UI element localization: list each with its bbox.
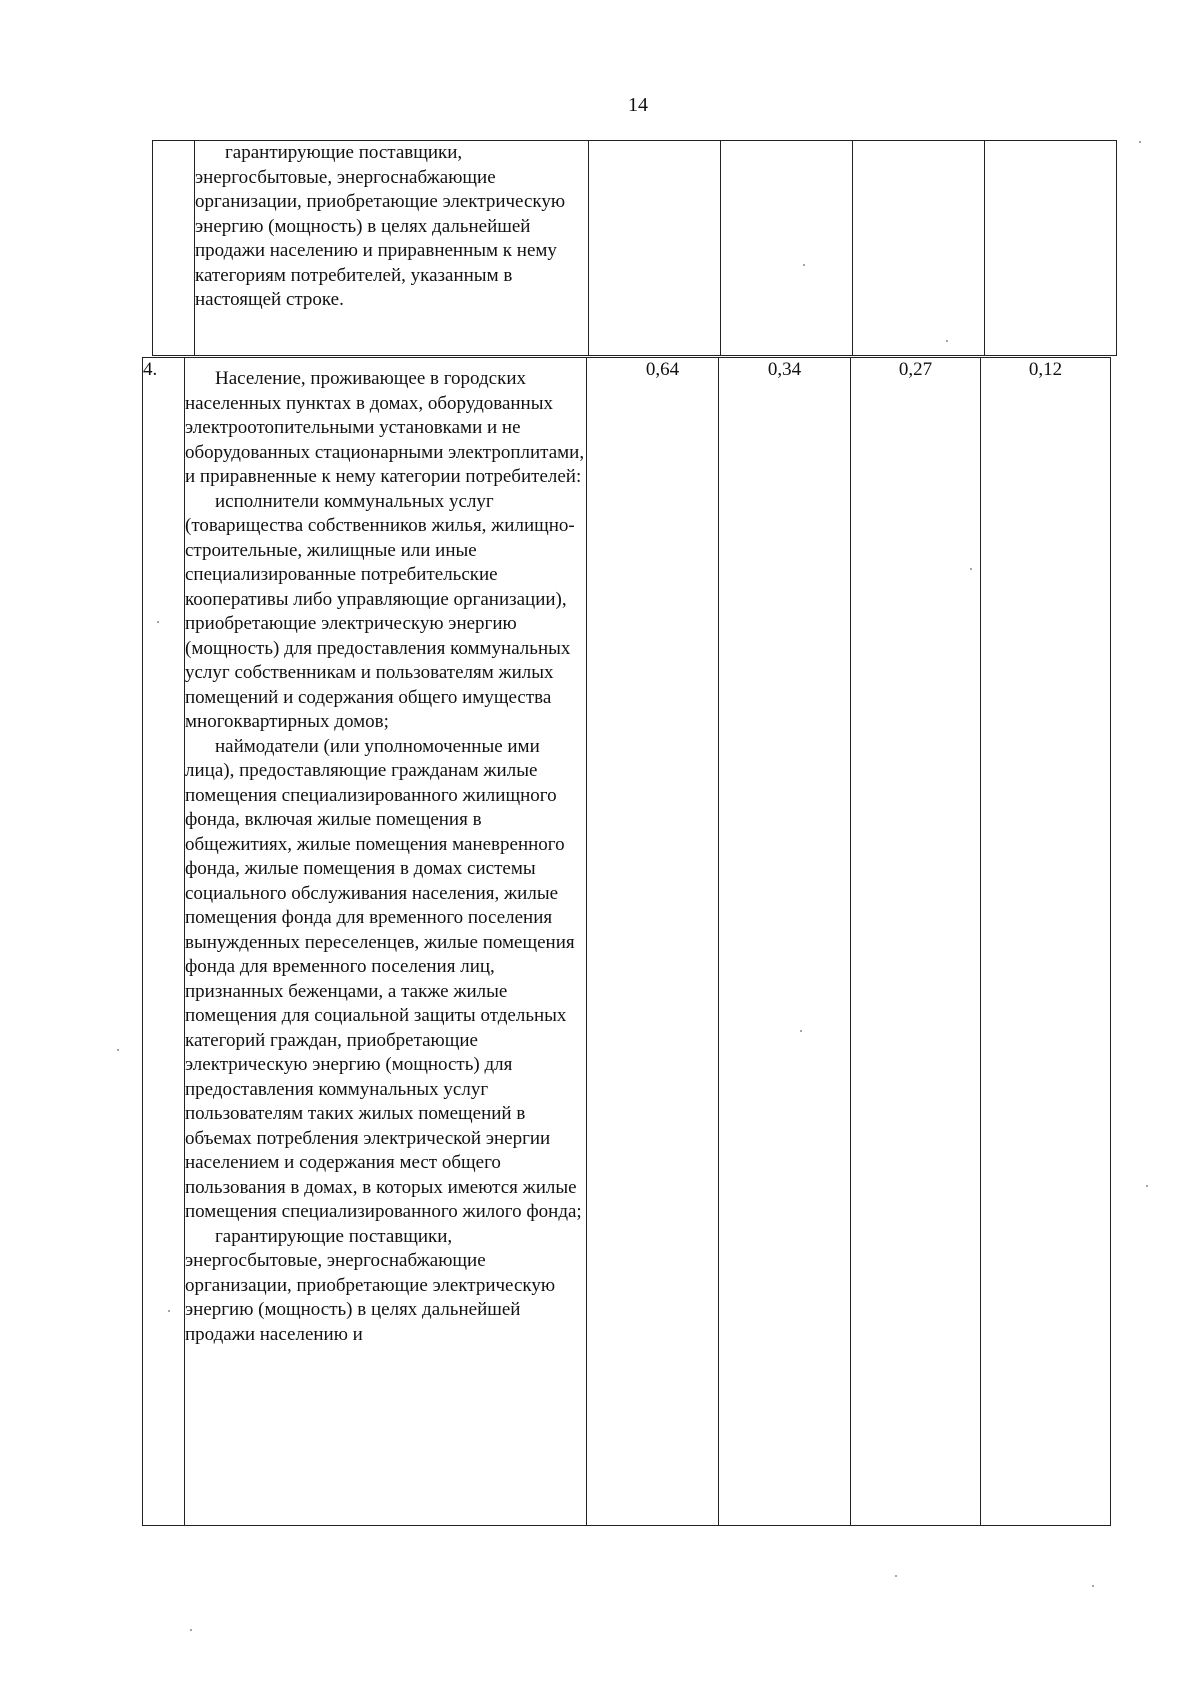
value-cell: 0,27 bbox=[851, 358, 981, 1526]
page-number: 14 bbox=[628, 94, 648, 116]
value-cell bbox=[985, 141, 1117, 356]
tariff-table-row-4 bbox=[142, 357, 1111, 1526]
value-cell bbox=[853, 141, 985, 356]
table-row bbox=[143, 358, 1111, 1526]
description-paragraph: Население, проживающее в городских населенных пунктах в домах, оборудованных электроотопительными установками и не оборудованных стационарными электроплитами, и приравненные к нему категории потребителей: bbox=[185, 368, 585, 487]
value-cell bbox=[589, 141, 721, 356]
scan-speck bbox=[1092, 1585, 1094, 1587]
value-cell bbox=[721, 141, 853, 356]
row-number-cell: 4. bbox=[143, 358, 185, 1526]
description-paragraph: гарантирующие поставщики, энергосбытовые, энергоснабжающие организации, приобретающие электрическую энергию (мощность) в целях дальнейшей продажи населению и приравненным к нему категориям потребителей, указанным в настоящей строке. bbox=[195, 142, 566, 310]
value-cell: 0,12 bbox=[981, 358, 1111, 1526]
description-paragraph: наймодатели (или уполномоченные ими лица), предоставляющие гражданам жилые помещения специализированного жилищного фонда, включая жилые помещения в общежитиях, жилые помещения маневренного фонда, жилые помещения в домах системы социального обслуживания населения, жилые помещения фонда для временного поселения вынужденных переселенцев, жилые помещения фонда для временного поселения лиц, признанных беженцами, а также жилые помещения для социальной защиты отдельных категорий граждан, приобретающие электрическую энергию (мощность) для предоставления коммунальных услуг пользователям таких жилых помещений в объемах потребления электрической энергии населением и содержания мест общего пользования в домах, в которых имеются жилые помещения специализированного жилого фонда; bbox=[185, 735, 582, 1222]
row-description-cell bbox=[185, 358, 587, 1526]
tariff-table-continuation bbox=[152, 140, 1117, 356]
scan-speck bbox=[1139, 141, 1141, 143]
row-description-cell bbox=[195, 141, 589, 356]
scan-speck bbox=[157, 621, 159, 623]
value-cell: 0,34 bbox=[719, 358, 851, 1526]
scan-speck bbox=[946, 340, 948, 342]
scan-speck bbox=[800, 1030, 802, 1032]
description-paragraph: гарантирующие поставщики, энергосбытовые, энергоснабжающие организации, приобретающие электрическую энергию (мощность) в целях дальнейшей продажи населению и bbox=[185, 1225, 556, 1345]
scan-speck bbox=[168, 1310, 170, 1312]
table-row bbox=[153, 141, 1117, 356]
scan-speck bbox=[190, 1629, 192, 1631]
scan-speck bbox=[895, 1575, 897, 1577]
scan-speck bbox=[803, 264, 805, 266]
value-cell: 0,64 bbox=[587, 358, 719, 1526]
description-paragraph: исполнители коммунальных услуг (товарищества собственников жилья, жилищно-строительные, жилищные или иные специализированные потребительские кооперативы либо управляющие организации), приобретающие электрическую энергию (мощность) для предоставления коммунальных услуг собственникам и пользователям жилых помещений и содержания общего имущества многоквартирных домов; bbox=[185, 490, 575, 732]
row-number-cell bbox=[153, 141, 195, 356]
scan-speck bbox=[970, 568, 972, 570]
scan-speck bbox=[1146, 1185, 1148, 1187]
scan-speck bbox=[117, 1049, 119, 1051]
